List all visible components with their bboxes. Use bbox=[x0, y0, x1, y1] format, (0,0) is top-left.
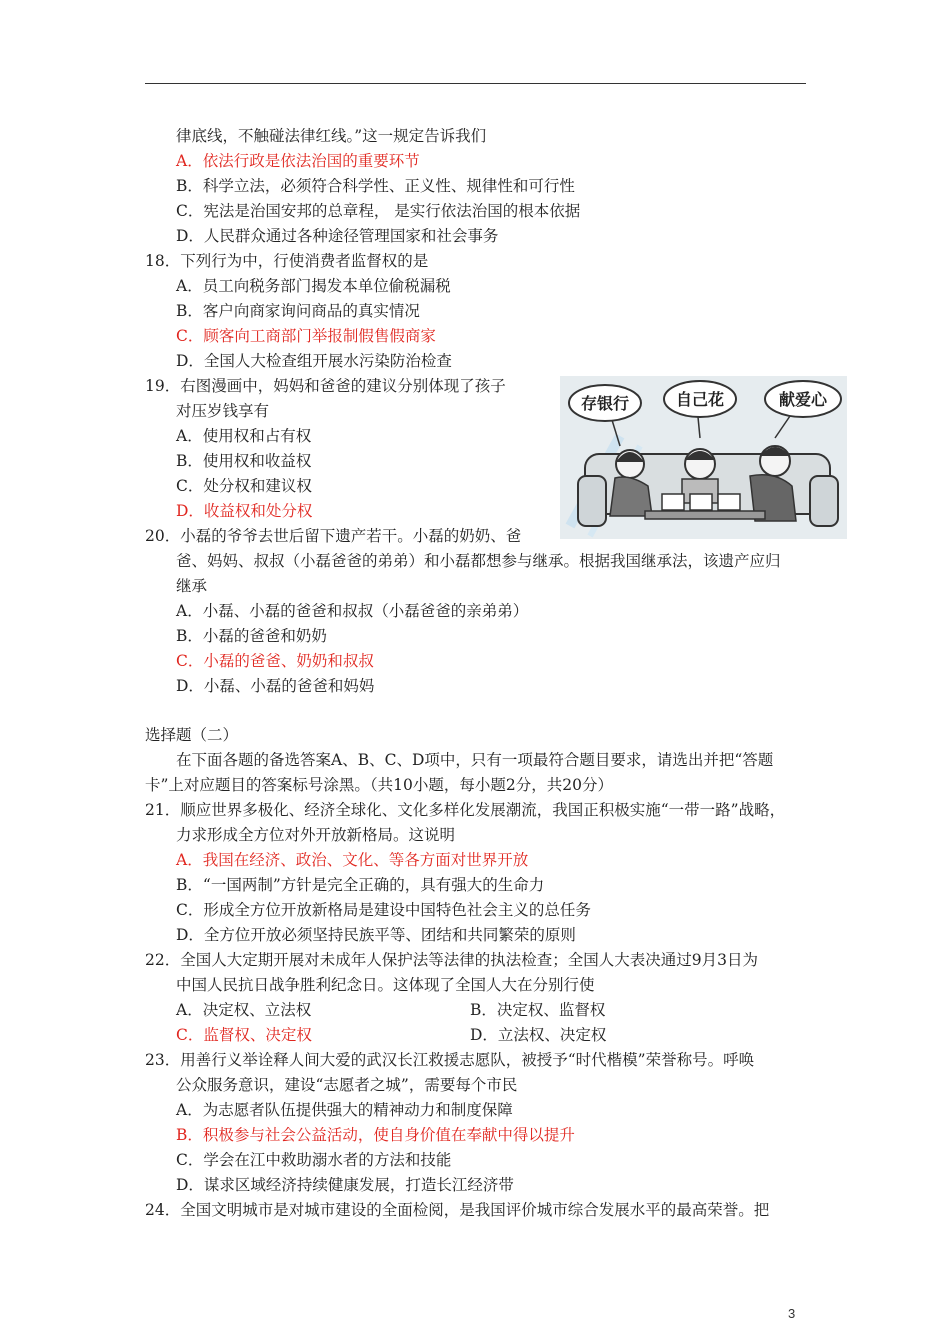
q23-option-b: B．积极参与社会公益活动，使自身价值在奉献中得以提升 bbox=[176, 1126, 575, 1144]
q24-stem-line1: 24．全国文明城市是对城市建设的全面检阅，是我国评价城市综合发展水平的最高荣誉。把 bbox=[145, 1201, 770, 1219]
header-rule bbox=[145, 83, 806, 84]
q18-option-a: A．员工向税务部门揭发本单位偷税漏税 bbox=[176, 277, 451, 295]
q18-option-b: B．客户向商家询问商品的真实情况 bbox=[176, 302, 420, 320]
q20-option-c: C．小磊的爸爸、奶奶和叔叔 bbox=[176, 652, 374, 670]
q21-option-d: D．全方位开放必须坚持民族平等、团结和共同繁荣的原则 bbox=[176, 926, 576, 944]
q23-option-c: C．学会在江中救助溺水者的方法和技能 bbox=[176, 1151, 452, 1169]
q21-option-a: A．我国在经济、政治、文化、等各方面对世界开放 bbox=[176, 851, 529, 869]
q20-option-d: D．小磊、小磊的爸爸和妈妈 bbox=[176, 677, 375, 695]
q19-stem-line2: 对压岁钱享有 bbox=[176, 402, 270, 420]
section2-title: 选择题（二） bbox=[145, 726, 239, 744]
q18-option-d: D．全国人大检查组开展水污染防治检查 bbox=[176, 352, 452, 370]
q19-option-a: A．使用权和占有权 bbox=[176, 427, 312, 445]
q21-stem-line1: 21．顺应世界多极化、经济全球化、文化多样化发展潮流，我国正积极实施“一带一路”战略， bbox=[145, 801, 786, 819]
q17-stem-cont: 律底线，不触碰法律红线。”这一规定告诉我们 bbox=[176, 127, 487, 145]
q19-option-c: C．处分权和建议权 bbox=[176, 477, 312, 495]
q21-stem-line2: 力求形成全方位对外开放新格局。这说明 bbox=[176, 826, 456, 844]
q21-option-b: B．“一国两制”方针是完全正确的，具有强大的生命力 bbox=[176, 876, 545, 894]
q20-option-a: A．小磊、小磊的爸爸和叔叔（小磊爸爸的亲弟弟） bbox=[176, 602, 529, 620]
q19-option-b: B．使用权和收益权 bbox=[176, 452, 312, 470]
q22-stem-line2: 中国人民抗日战争胜利纪念日。这体现了全国人大在分别行使 bbox=[176, 976, 595, 994]
bubble-spend-self: 自己花 bbox=[675, 390, 725, 409]
q23-stem-line1: 23．用善行义举诠释人间大爱的武汉长江救援志愿队，被授予“时代楷模”荣誉称号。呼唤 bbox=[145, 1051, 755, 1069]
q22-option-b: B．决定权、监督权 bbox=[470, 1001, 606, 1019]
bubble-charity: 献爱心 bbox=[778, 390, 828, 409]
q22-option-d: D．立法权、决定权 bbox=[470, 1026, 607, 1044]
q18-option-c: C．顾客向工商部门举报制假售假商家 bbox=[176, 327, 436, 345]
q18-stem: 18．下列行为中，行使消费者监督权的是 bbox=[145, 252, 429, 270]
q23-option-a: A．为志愿者队伍提供强大的精神动力和制度保障 bbox=[176, 1101, 513, 1119]
section2-instruction-line2: 卡”上对应题目的答案标号涂黑。（共10小题，每小题2分，共20分） bbox=[145, 776, 613, 794]
q20-stem-line2: 爸、妈妈、叔叔（小磊爸爸的弟弟）和小磊都想参与继承。根据我国继承法，该遗产应归 bbox=[176, 552, 781, 570]
q19-stem-line1: 19．右图漫画中，妈妈和爸爸的建议分别体现了孩子 bbox=[145, 377, 506, 395]
q23-option-d: D．谋求区域经济持续健康发展，打造长江经济带 bbox=[176, 1176, 514, 1194]
q17-option-c: C．宪法是治国安邦的总章程， 是实行依法治国的根本依据 bbox=[176, 202, 581, 220]
q17-option-d: D．人民群众通过各种途径管理国家和社会事务 bbox=[176, 227, 499, 245]
q23-stem-line2: 公众服务意识，建设“志愿者之城”，需要每个市民 bbox=[176, 1076, 518, 1094]
q19-option-d: D．收益权和处分权 bbox=[176, 502, 313, 520]
q22-option-a: A．决定权、立法权 bbox=[176, 1001, 312, 1019]
q22-stem-line1: 22．全国人大定期开展对未成年人保护法等法律的执法检查；全国人大表决通过9月3日为 bbox=[145, 951, 758, 969]
q17-option-b: B．科学立法，必须符合科学性、正义性、规律性和可行性 bbox=[176, 177, 575, 195]
bubble-save-bank: 存银行 bbox=[580, 394, 630, 413]
q20-stem-line3: 继承 bbox=[176, 577, 208, 595]
q21-option-c: C．形成全方位开放新格局是建设中国特色社会主义的总任务 bbox=[176, 901, 591, 919]
q22-option-c: C．监督权、决定权 bbox=[176, 1026, 312, 1044]
q20-option-b: B．小磊的爸爸和奶奶 bbox=[176, 627, 327, 645]
section2-instruction-line1: 在下面各题的备选答案A、B、C、D项中，只有一项最符合题目要求，请选出并把“答题 bbox=[176, 751, 774, 769]
q17-option-a: A．依法行政是依法治国的重要环节 bbox=[176, 152, 420, 170]
cartoon-image bbox=[560, 376, 847, 539]
page-number: 3 bbox=[788, 1306, 796, 1321]
q20-stem-line1: 20．小磊的爷爷去世后留下遗产若干。小磊的奶奶、爸 bbox=[145, 527, 522, 545]
